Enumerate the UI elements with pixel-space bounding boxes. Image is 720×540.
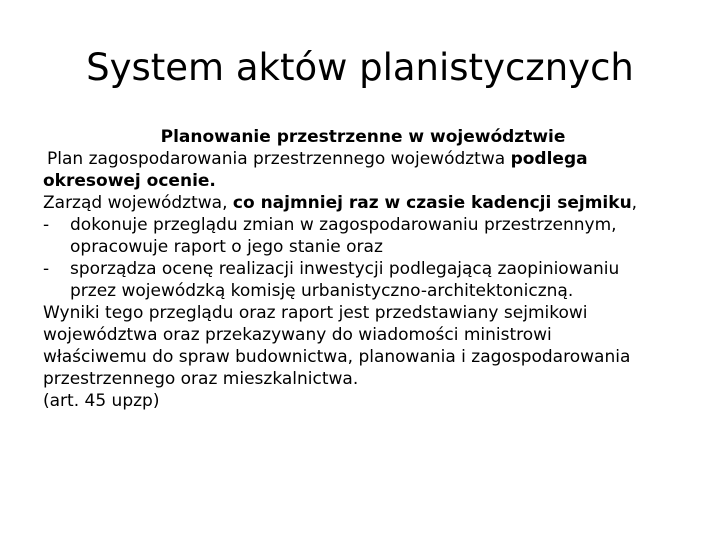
p2-comma: , xyxy=(631,193,638,213)
bullet-2-line-2: przez wojewódzką komisję urbanistyczno-architektoniczną. xyxy=(70,281,574,301)
bullet-dash: - xyxy=(43,259,50,279)
p2-bold: co najmniej raz w czasie kadencji sejmiku xyxy=(232,193,632,213)
legal-reference: (art. 45 upzp) xyxy=(43,391,160,411)
bullet-2-text: sporządza ocenę realizacji inwestycji podlegającą zaopiniowaniu xyxy=(70,259,620,279)
paragraph-3-line-4: przestrzennego oraz mieszkalnictwa. xyxy=(43,369,359,389)
bullet-1-line-1 xyxy=(43,214,683,236)
bullet-dash: - xyxy=(43,215,50,235)
p1-text: Plan zagospodarowania przestrzennego województwa xyxy=(47,149,511,169)
section-heading: Planowanie przestrzenne w województwie xyxy=(160,127,566,147)
bullet-1-line-2: opracowuje raport o jego stanie oraz xyxy=(70,237,383,257)
bullet-1-text: dokonuje przeglądu zmian w zagospodarowaniu przestrzennym, xyxy=(70,215,617,235)
bullet-2-line-1 xyxy=(43,258,683,280)
p2-text: Zarząd województwa, xyxy=(43,193,233,213)
p1-bold: podlega xyxy=(510,149,588,169)
slide-title: System aktów planistycznych xyxy=(86,46,634,89)
paragraph-1-line-2 xyxy=(43,170,683,192)
paragraph-1-line-1 xyxy=(43,148,683,170)
paragraph-3-line-2: województwa oraz przekazywany do wiadomości ministrowi xyxy=(43,325,552,345)
paragraph-3-line-1: Wyniki tego przeglądu oraz raport jest przedstawiany sejmikowi xyxy=(43,303,588,323)
paragraph-2 xyxy=(43,192,683,214)
paragraph-3-line-3: właściwemu do spraw budownictwa, planowania i zagospodarowania xyxy=(43,347,631,367)
p1-bold-end: okresowej ocenie. xyxy=(43,171,216,191)
slide-body xyxy=(43,126,683,412)
